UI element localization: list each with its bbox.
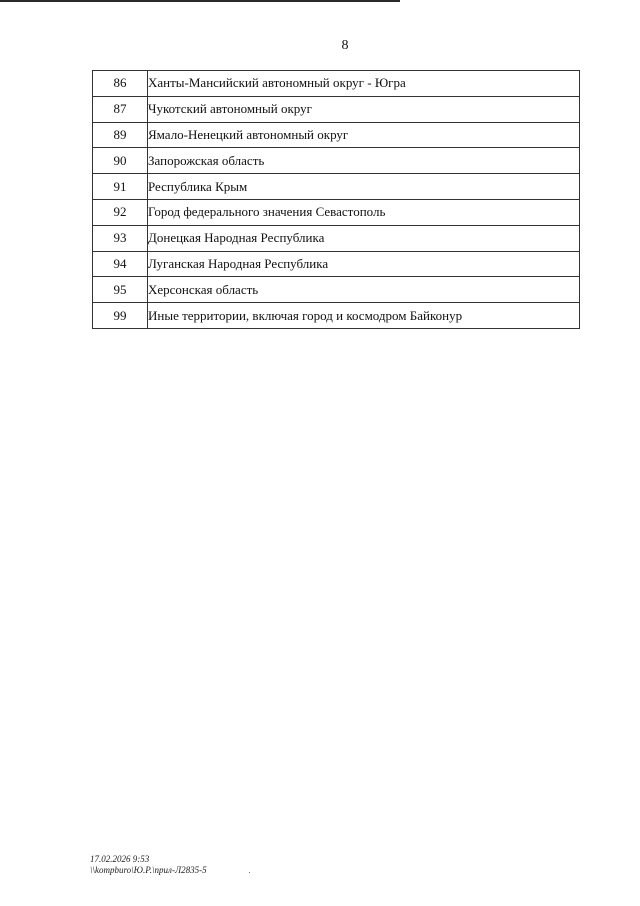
region-name: Иные территории, включая город и космодром Байконур [148,303,580,329]
region-code: 90 [93,148,148,174]
region-code: 86 [93,71,148,97]
regions-table [92,70,580,329]
table-row [93,199,580,225]
table-row [93,122,580,148]
footer-file-path: \\kompburo\Ю.Р.\прил-Л2835-5 [90,865,207,875]
table-row [93,96,580,122]
table-row [93,277,580,303]
table-row [93,251,580,277]
region-name: Херсонская область [148,277,580,303]
region-name: Город федерального значения Севастополь [148,199,580,225]
top-rule [0,0,400,2]
region-name: Донецкая Народная Республика [148,225,580,251]
region-code: 92 [93,199,148,225]
region-code: 91 [93,174,148,200]
document-footer [90,854,207,876]
table-row [93,71,580,97]
region-code: 93 [93,225,148,251]
table-row [93,303,580,329]
region-code: 89 [93,122,148,148]
table-row [93,148,580,174]
footer-date: 17.02.2026 9:53 [90,854,150,864]
region-name: Чукотский автономный округ [148,96,580,122]
region-name: Ямало-Ненецкий автономный округ [148,122,580,148]
table-row [93,225,580,251]
region-name: Республика Крым [148,174,580,200]
region-code: 87 [93,96,148,122]
page-number: 8 [341,38,349,53]
scan-speck [249,872,250,873]
table-row [93,174,580,200]
region-name: Ханты-Мансийский автономный округ - Югра [148,71,580,97]
region-code: 99 [93,303,148,329]
region-name: Луганская Народная Республика [148,251,580,277]
region-code: 94 [93,251,148,277]
region-code: 95 [93,277,148,303]
region-name: Запорожская область [148,148,580,174]
